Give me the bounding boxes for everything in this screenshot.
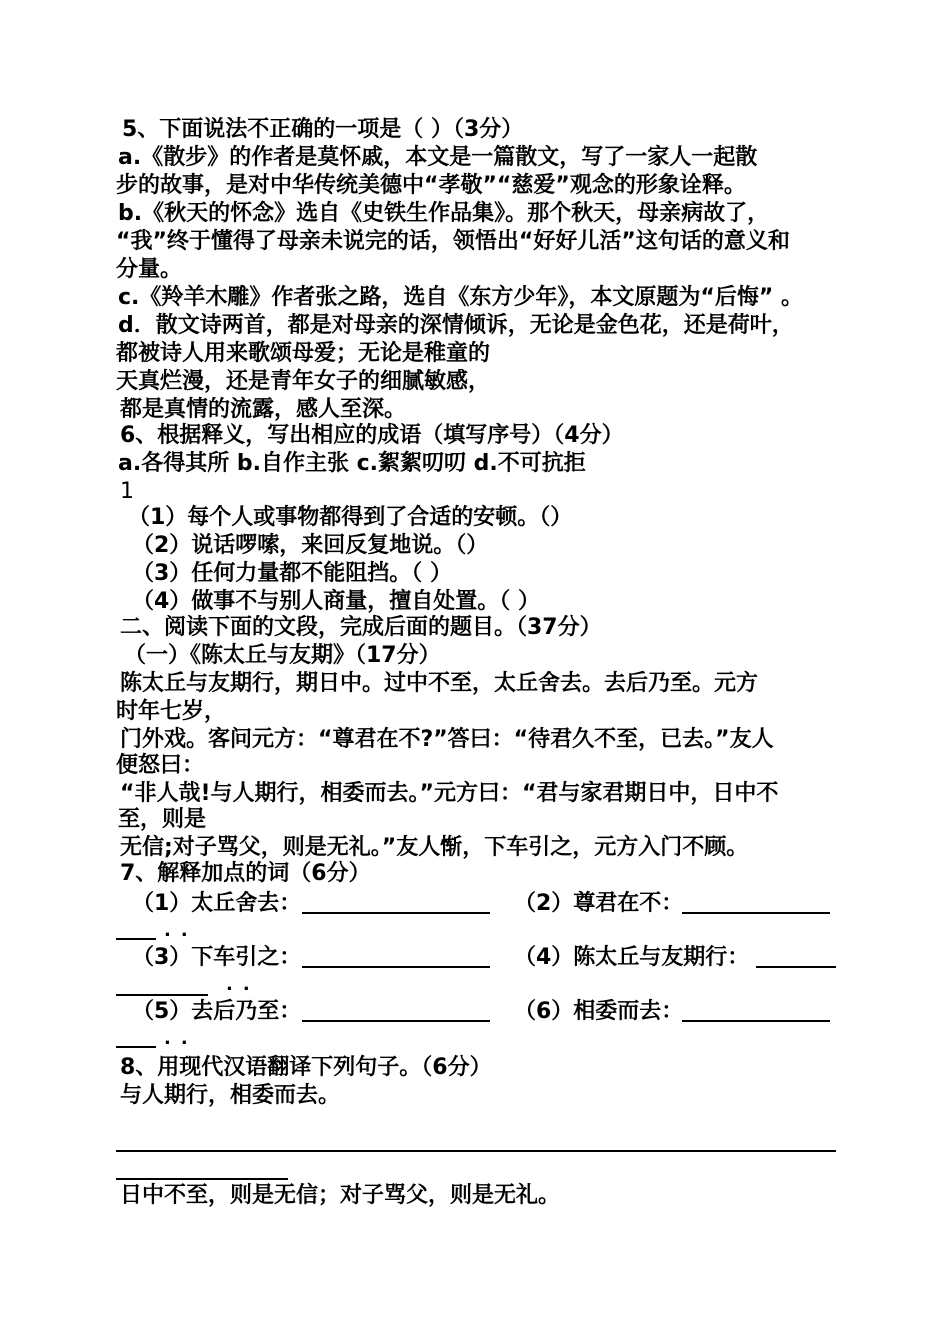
q6-item-3: （3）任何力量都不能阻挡。（ ） [132, 561, 452, 586]
q8-answer-line-1-cont[interactable] [116, 1178, 288, 1180]
passage-line-6: 至，则是 [118, 807, 207, 832]
q7-answer-blank-2-cont[interactable] [116, 938, 156, 940]
q7-word-5: （5）去后乃至： [132, 999, 302, 1024]
q7-word-3: （3）下车引之： [132, 945, 302, 970]
q7-answer-blank-4-cont[interactable] [116, 994, 208, 996]
q5-option-a-line2: 步的故事，是对中华传统美德中“孝敬”“慈爱”观念的形象诠释。 [116, 173, 746, 198]
emphasis-dots: .. [226, 974, 260, 995]
passage-line-4: 便怒曰： [116, 753, 205, 778]
q7-answer-blank-6-cont[interactable] [116, 1046, 156, 1048]
q5-title: 5、下面说法不正确的一项是（ ）（3分） [122, 117, 524, 142]
q7-answer-blank-1[interactable] [302, 912, 490, 914]
passage-title: （一）《陈太丘与友期》（17分） [124, 643, 441, 668]
q6-item-4: （4）做事不与别人商量，擅自处置。（ ） [132, 589, 540, 614]
page-number: 1 [120, 479, 134, 504]
q8-sentence-2: 日中不至，则是无信；对子骂父，则是无礼。 [120, 1183, 561, 1208]
q6-options: a.各得其所 b.自作主张 c.絮絮叨叨 d.不可抗拒 [118, 451, 586, 476]
q7-word-4: （4）陈太丘与友期行： [514, 945, 750, 970]
q5-option-b-line1: b.《秋天的怀念》选自《史铁生作品集》。那个秋天，母亲病故了， [118, 201, 770, 226]
q7-answer-blank-3[interactable] [302, 966, 490, 968]
q5-option-d-line4: 都是真情的流露，感人至深。 [120, 397, 407, 422]
q5-option-a-line1: a.《散步》的作者是莫怀戚，本文是一篇散文，写了一家人一起散 [118, 145, 758, 170]
q7-word-1: （1）太丘舍去： [132, 891, 302, 916]
q8-title: 8、用现代汉语翻译下列句子。（6分） [120, 1055, 492, 1080]
emphasis-dots: .. [164, 920, 198, 941]
passage-line-7: 无信;对子骂父，则是无礼。”友人惭，下车引之，元方入门不顾。 [120, 835, 749, 860]
q7-answer-blank-2[interactable] [682, 912, 830, 914]
passage-line-1: 陈太丘与友期行，期日中。过中不至，太丘舍去。去后乃至。元方 [120, 671, 759, 696]
emphasis-dots: .. [164, 1028, 198, 1049]
q7-word-2: （2）尊君在不： [514, 891, 684, 916]
q7-word-6: （6）相委而去： [514, 999, 684, 1024]
passage-line-5: “非人哉!与人期行，相委而去。”元方曰：“君与家君期日中，日中不 [120, 781, 779, 806]
q5-option-b-line2: “我”终于懂得了母亲未说完的话，领悟出“好好儿活”这句话的意义和 [116, 229, 790, 254]
q7-title: 7、解释加点的词（6分） [120, 861, 371, 886]
q5-option-d-line1: d．散文诗两首，都是对母亲的深情倾诉，无论是金色花，还是荷叶， [118, 313, 794, 338]
q5-option-c-line1: c.《羚羊木雕》作者张之路，选自《东方少年》，本文原题为“后悔” 。 [118, 285, 803, 310]
passage-line-3: 门外戏。客问元方：“尊君在不?”答曰：“待君久不至，已去。”友人 [120, 727, 774, 752]
q8-answer-line-1[interactable] [116, 1150, 836, 1152]
q7-answer-blank-6[interactable] [682, 1020, 830, 1022]
q7-answer-blank-5[interactable] [302, 1020, 490, 1022]
q5-option-d-line3: 天真烂漫，还是青年女子的细腻敏感， [116, 369, 491, 394]
q8-sentence-1: 与人期行，相委而去。 [120, 1083, 341, 1108]
q5-option-d-line2: 都被诗人用来歌颂母爱；无论是稚童的 [116, 341, 491, 366]
q6-title: 6、根据释义，写出相应的成语（填写序号）（4分） [120, 423, 624, 448]
section2-title: 二、阅读下面的文段，完成后面的题目。（37分） [120, 615, 602, 640]
q6-item-2: （2）说话啰嗦，来回反复地说。（） [132, 533, 489, 558]
q7-answer-blank-4[interactable] [756, 966, 836, 968]
q6-item-1: （1）每个人或事物都得到了合适的安顿。（） [128, 505, 573, 530]
q5-option-b-line3: 分量。 [116, 257, 183, 282]
passage-line-2: 时年七岁， [116, 699, 227, 724]
